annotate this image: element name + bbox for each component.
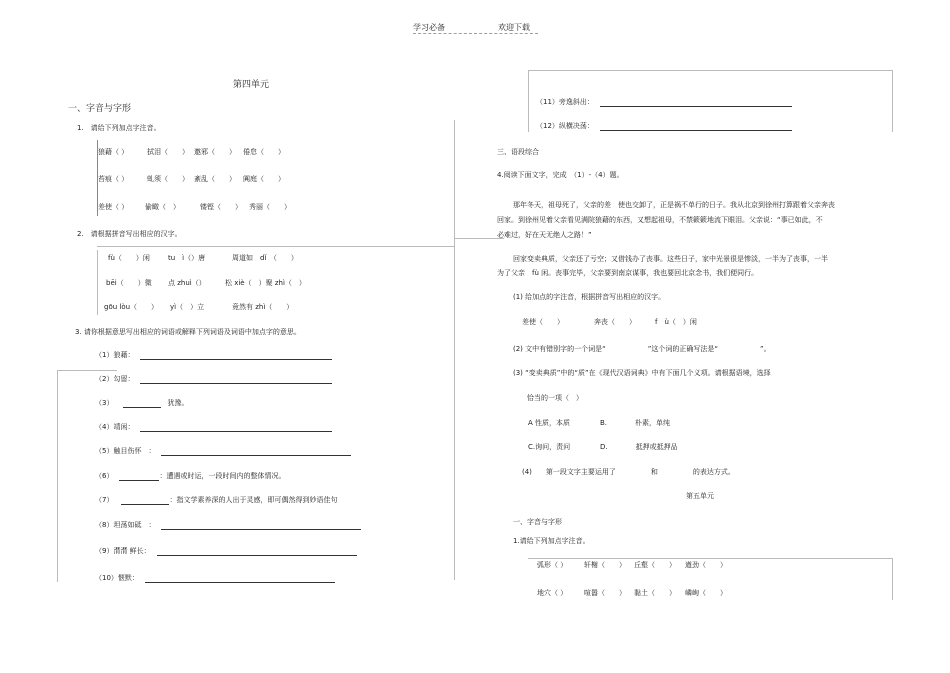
sub-question-4: (4) 第一段文字主要运用了 和 的表达方式。 (522, 468, 735, 476)
definition-item: （4）靖闲： (95, 422, 332, 432)
unit-five-title: 第五单元 (686, 492, 714, 500)
pinyin-item: 倦怠（ ） (243, 148, 285, 156)
passage-line: 回家变卖典质，父亲还了亏空；又借钱办了丧事。这些日子，家中光景很是惨淡，一半为了丧事，一半 (513, 255, 828, 263)
definition-item: （5）触目伤怀 ： (95, 446, 351, 456)
pinyin-item: 偷瞰（ ） (145, 203, 180, 211)
pinyin-item: 狼藉（ ） (98, 148, 129, 156)
pinyin-item: 嶙峋（ ） (685, 589, 727, 597)
section-heading: 一、字音与字形 (513, 518, 562, 526)
hanzi-item: gōu lòu（ ） (104, 303, 159, 311)
hanzi-item: 竟然有 zhì（ ） (232, 303, 294, 311)
unit-four-title: 第四单元 (233, 80, 270, 90)
sub-question-2: (2) 文中有错别字的一个词是“ ”这个词的正确写法是“ ”。 (513, 345, 771, 353)
definition-item: （10）惬默： (95, 573, 335, 583)
pinyin-item: 邀邪（ ） (194, 148, 236, 156)
definition-item: （7） ：指文学素养深的人出于灵感，即可偶然得到妙语佳句 (95, 496, 338, 504)
pinyin-item: 黏土（ ） (634, 589, 676, 597)
section-heading: 三、语段综合 (497, 148, 539, 156)
pinyin-item: 阗庭（ ） (243, 175, 285, 183)
header-left: 学习必备 (413, 23, 445, 32)
answer-item: 奔丧（ ） (594, 318, 636, 326)
frame-line (97, 246, 455, 247)
pinyin-item: 差使（ ） (98, 203, 129, 211)
pinyin-item: 地穴（ ） (537, 589, 568, 597)
hanzi-item: tu ì（）唐 (168, 254, 206, 262)
question-2: 2. 请根据拼音写出相应的汉字。 (77, 230, 182, 238)
pinyin-item: 轩榭（ ） (584, 561, 626, 569)
frame-line (892, 70, 893, 132)
definition-item: （6） ：遭遇或时运，一段时间内的整体情况。 (95, 472, 286, 480)
passage-line: 回家。到徐州见着父亲看见满院狼藉的东西，又想起祖母，不禁簌簌地流下眼泪。父亲说：“事已如此，不 (497, 216, 823, 224)
pinyin-item: 弧形（ ） (537, 561, 568, 569)
question-3: 3. 请你根据意思写出相应的词语或解释下列词语及词语中加点字的意思。 (75, 328, 301, 336)
option-a: A 性质，本质 (528, 419, 571, 427)
sub-question-3-choice: 恰当的一项（ ） (527, 394, 583, 402)
frame-line (528, 70, 529, 132)
pinyin-item: 丘壑（ ） (634, 561, 676, 569)
frame-line (57, 370, 117, 371)
answer-item: f ù（ ）闲 (655, 318, 697, 326)
pinyin-item: 喧嚣（ ） (584, 589, 626, 597)
unit5-question-1: 1.请给下列加点字注音。 (513, 537, 590, 545)
definition-item: （1）狼藉： (95, 350, 332, 360)
hanzi-item: fù（ ）闲 (108, 254, 150, 262)
hanzi-item: yì（ ）立 (170, 303, 205, 311)
pinyin-item: 虬须（ ） (147, 175, 189, 183)
frame-line (97, 250, 98, 315)
option-d: D. 抵押或抵押品 (600, 443, 678, 451)
pinyin-item: 秀丽（ ） (249, 203, 291, 211)
question-4: 4.阅读下面文字，完成 （1）-（4）题。 (497, 171, 624, 179)
page-header (413, 21, 538, 34)
hanzi-item: 周道如 dǐ （ ） (232, 254, 298, 262)
frame-line (892, 558, 893, 600)
hanzi-item: 点 zhuì（） (168, 279, 206, 287)
definition-item: （11）旁逸斜出： (536, 97, 792, 107)
pinyin-item: 拭泪（ ） (147, 148, 189, 156)
question-1: 1. 请给下列加点字注音。 (77, 124, 161, 132)
frame-line (57, 370, 58, 582)
definition-item: （3） 犹豫。 (95, 399, 189, 407)
passage-line: 必难过，好在天无绝人之路！” (497, 231, 592, 239)
frame-line (454, 120, 455, 580)
hanzi-item: bēi（ ）微 (106, 279, 152, 287)
pinyin-item: 紊乱（ ） (194, 175, 236, 183)
definition-item: （9）潸潸 鲜长： (95, 546, 357, 556)
answer-item: 差使（ ） (522, 318, 564, 326)
frame-line (528, 70, 892, 71)
pinyin-item: 苔痕（ ） (98, 175, 129, 183)
definition-item: （12）纵横决荡： (536, 121, 792, 131)
passage-line: 为了父亲 fù 闲。丧事完毕，父亲要到南京谋事，我也要回北京念书，我们便同行。 (497, 269, 759, 277)
hanzi-item: 松 xiè（ ）聚 zhì（ ） (225, 279, 306, 287)
header-right: 欢迎下载 (498, 23, 530, 32)
frame-line (528, 558, 892, 559)
option-c: C.询问，责问 (528, 443, 571, 451)
pinyin-item: 镂铿（ ） (200, 203, 242, 211)
definition-item: （2）勾留： (95, 374, 332, 384)
sub-question-3: (3) “变卖典质”中的“质”在《现代汉语词典》中有下面几个义项。请根据语境，选择 (513, 369, 771, 377)
option-b: B. 朴素，单纯 (600, 419, 671, 427)
sub-question-1: (1) 给加点的字注音，根据拼音写出相应的汉字。 (513, 293, 666, 301)
passage-line: 那年冬天，祖母死了，父亲的差 使也交卸了，正是祸不单行的日子。我从北京到徐州打算跟着父亲奔丧 (513, 201, 835, 209)
definition-item: （8）坦荡如砥 ： (95, 520, 361, 530)
section-heading: 一、字音与字形 (68, 104, 132, 114)
pinyin-item: 遒劲（ ） (685, 561, 727, 569)
